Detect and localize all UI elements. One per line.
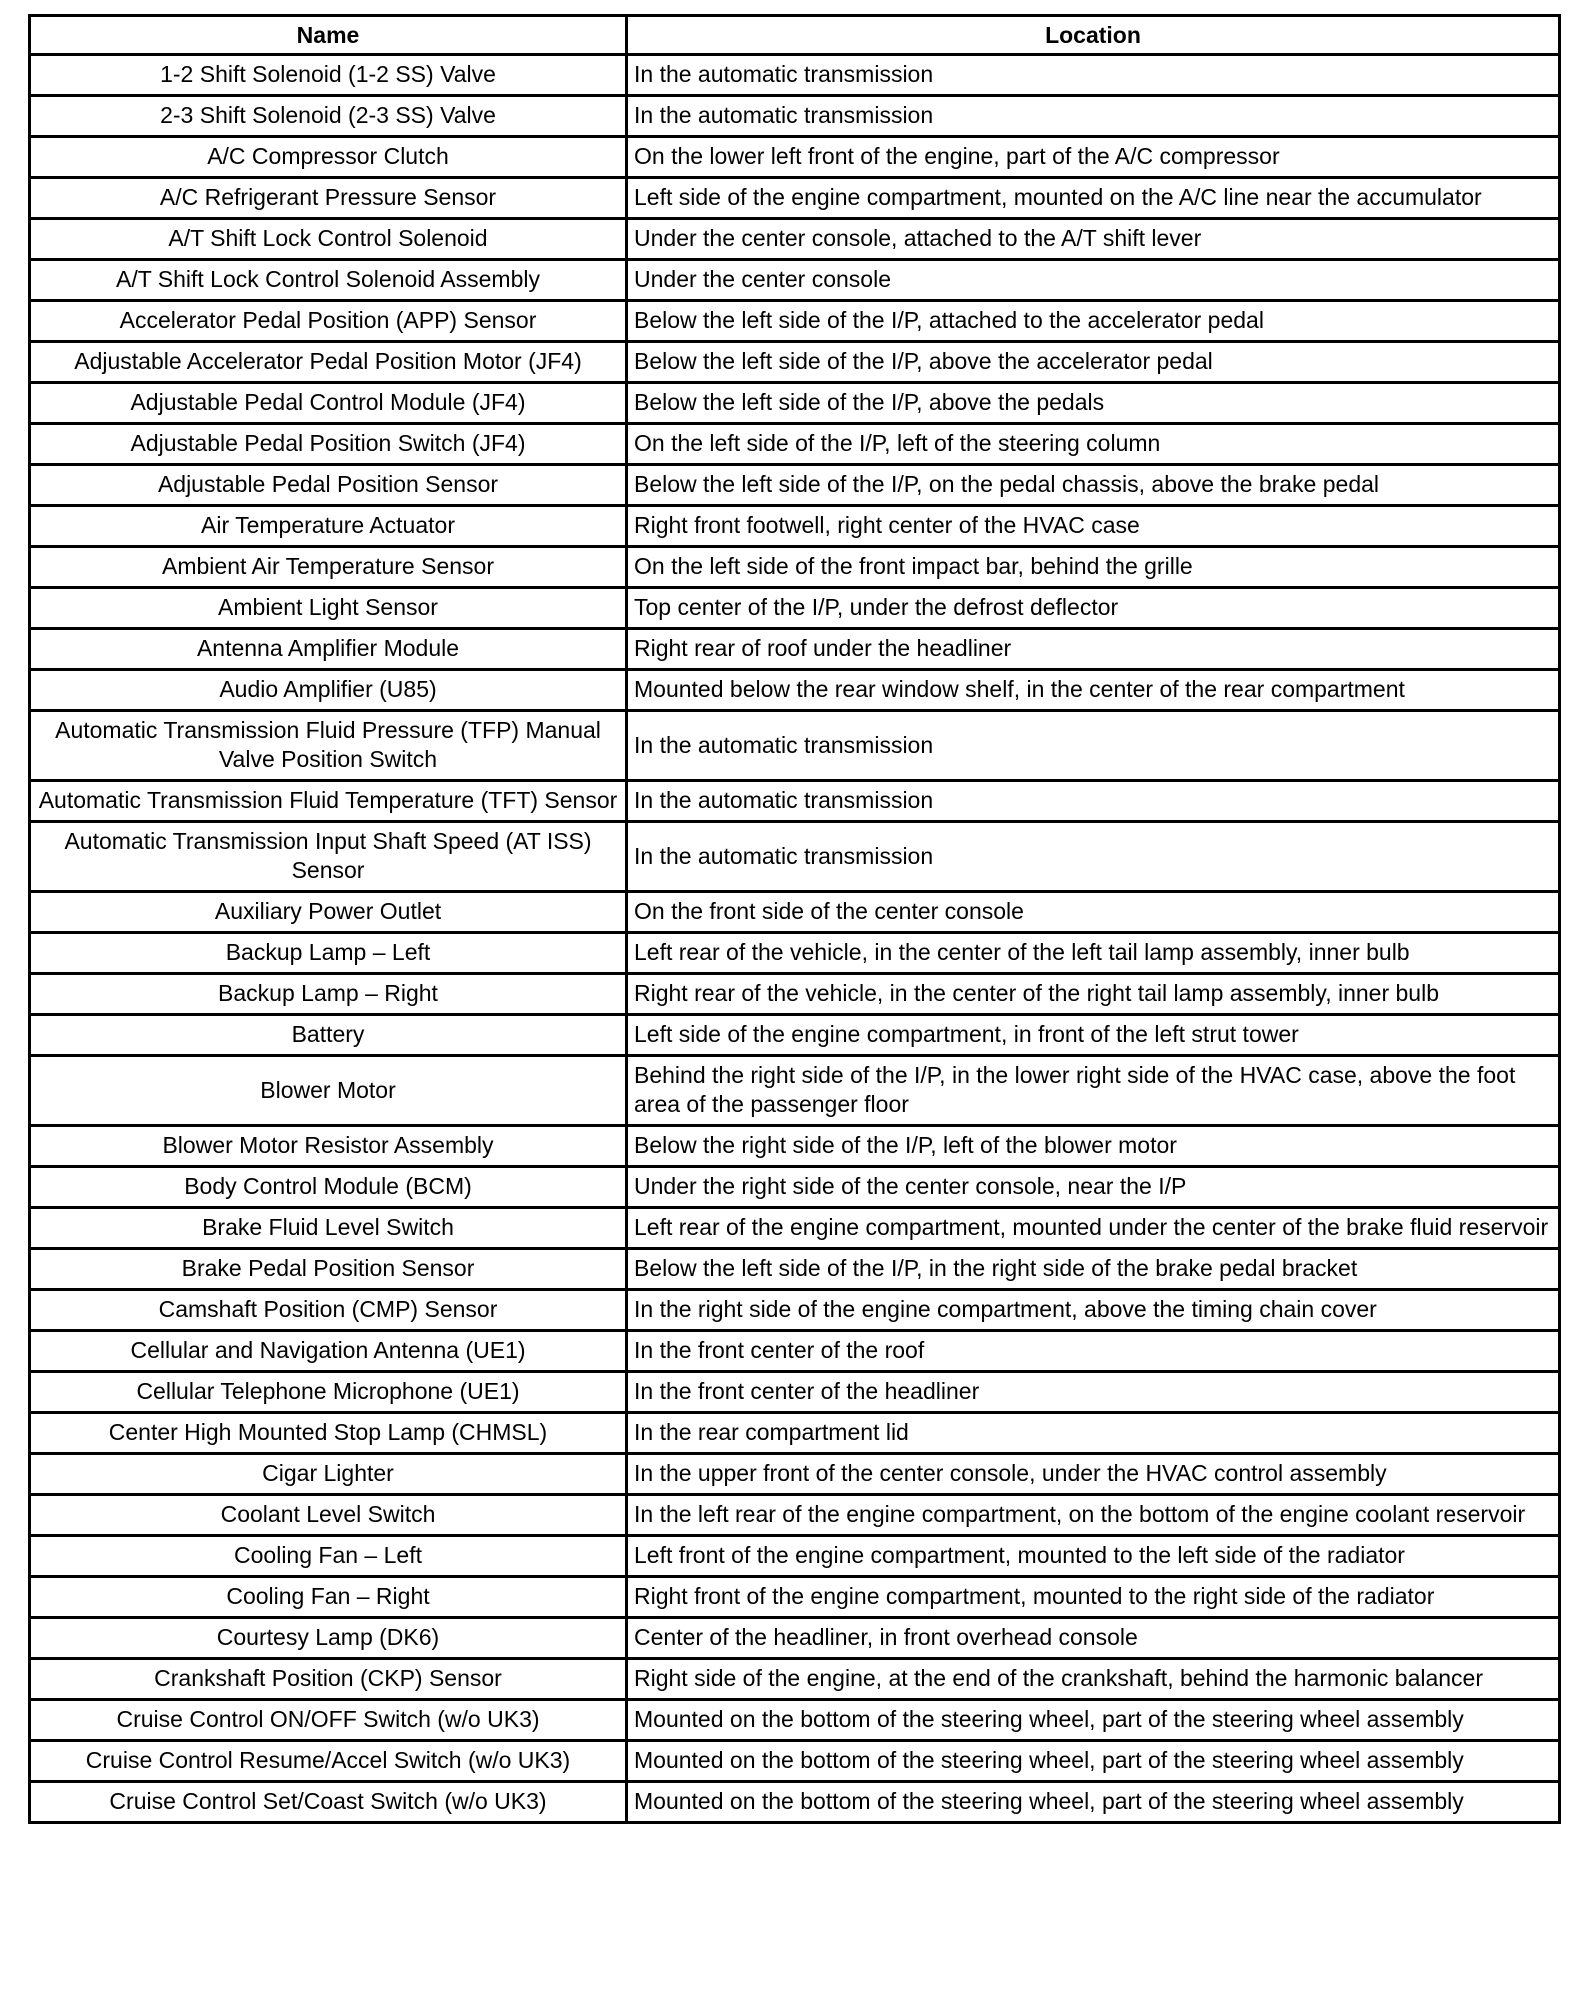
table-row [30,1618,1560,1659]
component-name-cell: Brake Pedal Position Sensor [30,1249,627,1290]
component-name-cell: Audio Amplifier (U85) [30,670,627,711]
component-location-cell: Below the left side of the I/P, above the accelerator pedal [627,342,1560,383]
component-name-cell: Coolant Level Switch [30,1495,627,1536]
component-location-cell: Mounted on the bottom of the steering wheel, part of the steering wheel assembly [627,1700,1560,1741]
component-location-cell: Left rear of the engine compartment, mounted under the center of the brake fluid reservoir [627,1208,1560,1249]
header-row [30,16,1560,55]
component-location-cell: In the automatic transmission [627,711,1560,781]
table-row [30,506,1560,547]
table-row [30,1536,1560,1577]
table-row [30,260,1560,301]
table-row [30,547,1560,588]
table-row [30,301,1560,342]
component-name-cell: Antenna Amplifier Module [30,629,627,670]
component-name-cell: Cruise Control Resume/Accel Switch (w/o UK3) [30,1741,627,1782]
location-column-header: Location [627,16,1560,55]
component-location-cell: In the automatic transmission [627,781,1560,822]
table-row [30,1290,1560,1331]
component-name-cell: Cooling Fan – Right [30,1577,627,1618]
component-location-cell: Mounted below the rear window shelf, in the center of the rear compartment [627,670,1560,711]
table-row [30,892,1560,933]
table-row [30,342,1560,383]
table-row [30,1454,1560,1495]
component-name-cell: Center High Mounted Stop Lamp (CHMSL) [30,1413,627,1454]
component-name-cell: Backup Lamp – Right [30,974,627,1015]
table-row [30,1015,1560,1056]
table-row [30,1700,1560,1741]
component-location-cell: Below the left side of the I/P, in the right side of the brake pedal bracket [627,1249,1560,1290]
component-name-cell: Cruise Control ON/OFF Switch (w/o UK3) [30,1700,627,1741]
component-location-cell: In the automatic transmission [627,96,1560,137]
component-location-cell: Right rear of the vehicle, in the center of the right tail lamp assembly, inner bulb [627,974,1560,1015]
table-row [30,588,1560,629]
component-name-cell: Automatic Transmission Fluid Temperature (TFT) Sensor [30,781,627,822]
table-row [30,465,1560,506]
component-location-cell: On the front side of the center console [627,892,1560,933]
table-row [30,629,1560,670]
table-row [30,137,1560,178]
component-location-cell: Left side of the engine compartment, mounted on the A/C line near the accumulator [627,178,1560,219]
component-location-cell: In the upper front of the center console, under the HVAC control assembly [627,1454,1560,1495]
component-location-table-container [28,14,1558,1824]
component-name-cell: Ambient Light Sensor [30,588,627,629]
table-row [30,1126,1560,1167]
table-row [30,1741,1560,1782]
component-location-cell: In the front center of the roof [627,1331,1560,1372]
table-row [30,781,1560,822]
component-name-cell: Air Temperature Actuator [30,506,627,547]
component-name-cell: Adjustable Pedal Position Sensor [30,465,627,506]
component-location-cell: In the rear compartment lid [627,1413,1560,1454]
table-row [30,383,1560,424]
table-row [30,1249,1560,1290]
component-name-cell: Blower Motor Resistor Assembly [30,1126,627,1167]
table-row [30,1495,1560,1536]
table-row [30,55,1560,96]
component-name-cell: Crankshaft Position (CKP) Sensor [30,1659,627,1700]
component-location-cell: In the left rear of the engine compartment, on the bottom of the engine coolant reservoir [627,1495,1560,1536]
component-name-cell: A/T Shift Lock Control Solenoid [30,219,627,260]
table-row [30,178,1560,219]
component-location-cell: Left side of the engine compartment, in front of the left strut tower [627,1015,1560,1056]
component-location-cell: Left front of the engine compartment, mounted to the left side of the radiator [627,1536,1560,1577]
table-row [30,1331,1560,1372]
table-row [30,219,1560,260]
component-name-cell: Blower Motor [30,1056,627,1126]
component-location-cell: Mounted on the bottom of the steering wheel, part of the steering wheel assembly [627,1741,1560,1782]
component-name-cell: Automatic Transmission Fluid Pressure (TFP) Manual Valve Position Switch [30,711,627,781]
table-row [30,1167,1560,1208]
component-name-cell: Cigar Lighter [30,1454,627,1495]
component-location-cell: In the automatic transmission [627,55,1560,96]
table-row [30,933,1560,974]
component-name-cell: Courtesy Lamp (DK6) [30,1618,627,1659]
component-location-cell: On the left side of the front impact bar, behind the grille [627,547,1560,588]
component-name-cell: A/T Shift Lock Control Solenoid Assembly [30,260,627,301]
component-name-cell: Auxiliary Power Outlet [30,892,627,933]
component-location-cell: On the left side of the I/P, left of the steering column [627,424,1560,465]
table-row [30,1782,1560,1823]
table-row [30,670,1560,711]
table-row [30,1208,1560,1249]
component-location-cell: Left rear of the vehicle, in the center of the left tail lamp assembly, inner bulb [627,933,1560,974]
component-location-table [28,14,1561,1824]
table-row [30,1659,1560,1700]
component-name-cell: Camshaft Position (CMP) Sensor [30,1290,627,1331]
component-location-cell: Below the left side of the I/P, above the pedals [627,383,1560,424]
component-name-cell: Automatic Transmission Input Shaft Speed (AT ISS) Sensor [30,822,627,892]
component-location-cell: In the automatic transmission [627,822,1560,892]
component-location-cell: Center of the headliner, in front overhead console [627,1618,1560,1659]
component-location-cell: Below the left side of the I/P, attached to the accelerator pedal [627,301,1560,342]
table-row [30,974,1560,1015]
component-name-cell: A/C Compressor Clutch [30,137,627,178]
table-row [30,1413,1560,1454]
component-location-cell: Mounted on the bottom of the steering wheel, part of the steering wheel assembly [627,1782,1560,1823]
component-name-cell: Accelerator Pedal Position (APP) Sensor [30,301,627,342]
component-location-cell: Behind the right side of the I/P, in the lower right side of the HVAC case, above the foot area of the passenger floor [627,1056,1560,1126]
component-location-cell: Under the center console [627,260,1560,301]
component-location-cell: Below the left side of the I/P, on the pedal chassis, above the brake pedal [627,465,1560,506]
component-location-cell: Right front footwell, right center of the HVAC case [627,506,1560,547]
component-name-cell: Battery [30,1015,627,1056]
component-location-cell: Top center of the I/P, under the defrost deflector [627,588,1560,629]
component-name-cell: Cruise Control Set/Coast Switch (w/o UK3) [30,1782,627,1823]
component-name-cell: A/C Refrigerant Pressure Sensor [30,178,627,219]
component-name-cell: Cooling Fan – Left [30,1536,627,1577]
table-row [30,1372,1560,1413]
table-body [30,55,1560,1823]
table-row [30,711,1560,781]
name-column-header: Name [30,16,627,55]
table-row [30,96,1560,137]
component-name-cell: Adjustable Pedal Control Module (JF4) [30,383,627,424]
component-name-cell: Brake Fluid Level Switch [30,1208,627,1249]
component-location-cell: In the front center of the headliner [627,1372,1560,1413]
component-name-cell: Adjustable Accelerator Pedal Position Motor (JF4) [30,342,627,383]
component-name-cell: Body Control Module (BCM) [30,1167,627,1208]
table-row [30,1056,1560,1126]
component-name-cell: Adjustable Pedal Position Switch (JF4) [30,424,627,465]
table-row [30,1577,1560,1618]
component-location-cell: Below the right side of the I/P, left of the blower motor [627,1126,1560,1167]
component-location-cell: Under the center console, attached to the A/T shift lever [627,219,1560,260]
component-location-cell: Right side of the engine, at the end of the crankshaft, behind the harmonic balancer [627,1659,1560,1700]
component-location-cell: In the right side of the engine compartment, above the timing chain cover [627,1290,1560,1331]
table-row [30,424,1560,465]
component-location-cell: On the lower left front of the engine, part of the A/C compressor [627,137,1560,178]
component-name-cell: Cellular Telephone Microphone (UE1) [30,1372,627,1413]
component-name-cell: Cellular and Navigation Antenna (UE1) [30,1331,627,1372]
component-name-cell: 1-2 Shift Solenoid (1-2 SS) Valve [30,55,627,96]
component-location-cell: Right rear of roof under the headliner [627,629,1560,670]
component-name-cell: Ambient Air Temperature Sensor [30,547,627,588]
component-name-cell: 2-3 Shift Solenoid (2-3 SS) Valve [30,96,627,137]
component-name-cell: Backup Lamp – Left [30,933,627,974]
table-row [30,822,1560,892]
component-location-cell: Under the right side of the center console, near the I/P [627,1167,1560,1208]
component-location-cell: Right front of the engine compartment, mounted to the right side of the radiator [627,1577,1560,1618]
